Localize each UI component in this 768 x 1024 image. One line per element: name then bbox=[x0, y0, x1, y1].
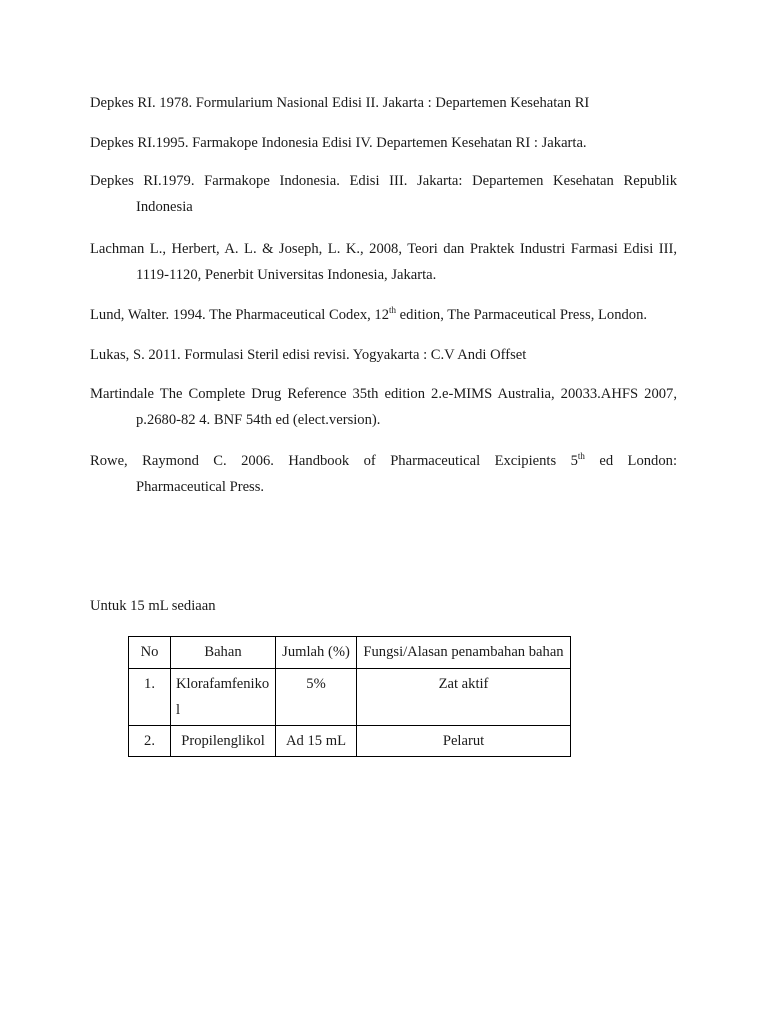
reference-text: Depkes RI.1995. Farmakope Indonesia Edisi IV. Departemen Kesehatan RI : Jakarta. bbox=[90, 135, 587, 151]
table-header-row bbox=[129, 637, 571, 669]
cell-bahan: Propilenglikol bbox=[171, 726, 276, 757]
cell-bahan: Klorafamfenikol bbox=[171, 669, 276, 726]
reference-text-part: Rowe, Raymond C. 2006. Handbook of Pharmaceutical Excipients 5 bbox=[90, 453, 578, 469]
reference-entry bbox=[90, 168, 677, 220]
cell-no: 2. bbox=[129, 726, 171, 757]
reference-text: Lukas, S. 2011. Formulasi Steril edisi revisi. Yogyakarta : C.V Andi Offset bbox=[90, 347, 527, 363]
reference-entry bbox=[90, 381, 677, 433]
reference-text: Depkes RI.1979. Farmakope Indonesia. Edisi III. Jakarta: Departemen Kesehatan Republik bbox=[90, 173, 677, 189]
reference-text: Lachman L., Herbert, A. L. & Joseph, L. K., 2008, Teori dan Praktek Industri Farmasi Edisi III, bbox=[90, 241, 677, 257]
reference-text bbox=[90, 302, 677, 328]
reference-text-continued: Indonesia bbox=[136, 199, 193, 215]
cell-no: 1. bbox=[129, 669, 171, 726]
reference-text: Depkes RI. 1978. Formularium Nasional Edisi II. Jakarta : Departemen Kesehatan RI bbox=[90, 95, 590, 111]
table-row bbox=[129, 726, 571, 757]
reference-entry bbox=[90, 302, 677, 328]
reference-entry bbox=[90, 90, 677, 116]
table-caption: Untuk 15 mL sediaan bbox=[90, 598, 216, 614]
reference-text-continued: Pharmaceutical Press. bbox=[136, 479, 265, 495]
cell-fungsi: Zat aktif bbox=[357, 669, 571, 726]
ingredients-table bbox=[128, 636, 571, 757]
reference-text bbox=[90, 448, 677, 474]
reference-text: Martindale The Complete Drug Reference 35th edition 2.e-MIMS Australia, 20033.AHFS 2007, bbox=[90, 386, 677, 402]
column-header-bahan: Bahan bbox=[171, 637, 276, 669]
column-header-no: No bbox=[129, 637, 171, 669]
reference-entry bbox=[90, 236, 677, 288]
reference-text-part: ed London: bbox=[584, 453, 678, 469]
reference-entry bbox=[90, 342, 677, 368]
cell-jumlah: 5% bbox=[276, 669, 357, 726]
reference-entry bbox=[90, 130, 677, 156]
reference-text-part: edition, The Parmaceutical Press, London. bbox=[396, 307, 648, 323]
reference-text-continued: p.2680-82 4. BNF 54th ed (elect.version). bbox=[136, 412, 381, 428]
reference-text-continued: 1119-1120, Penerbit Universitas Indonesia, Jakarta. bbox=[136, 267, 437, 283]
superscript: th bbox=[577, 451, 585, 462]
column-header-fungsi: Fungsi/Alasan penambahan bahan bbox=[357, 637, 571, 669]
reference-text-part: Lund, Walter. 1994. The Pharmaceutical Codex, 12 bbox=[90, 307, 390, 323]
table-row bbox=[129, 669, 571, 726]
reference-entry bbox=[90, 448, 677, 500]
superscript: th bbox=[389, 305, 397, 316]
cell-fungsi: Pelarut bbox=[357, 726, 571, 757]
column-header-jumlah: Jumlah (%) bbox=[276, 637, 357, 669]
cell-jumlah: Ad 15 mL bbox=[276, 726, 357, 757]
